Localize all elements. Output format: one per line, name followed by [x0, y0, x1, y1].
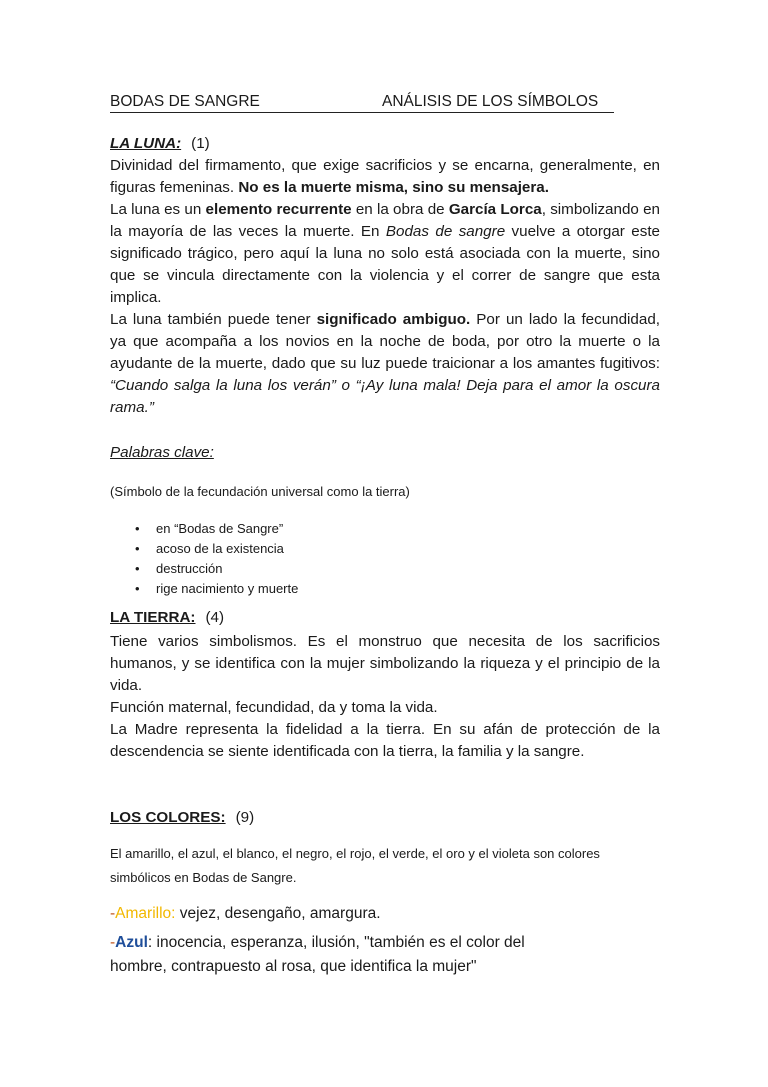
color-entry-azul — [110, 931, 660, 979]
tierra-paragraph-2: Función maternal, fecundidad, da y toma la vida. — [110, 699, 438, 716]
list-item-text: en “Bodas de Sangre” — [156, 521, 284, 536]
tierra-number: (4) — [205, 609, 225, 626]
list-item-text: rige nacimiento y muerte — [156, 581, 299, 596]
bullet-icon: • — [135, 561, 140, 576]
bullet-icon: • — [135, 521, 140, 536]
azul-text: : inocencia, esperanza, ilusión, "también es el color del — [147, 934, 525, 951]
azul-label: Azul — [115, 934, 148, 951]
color-entry-amarillo — [110, 903, 660, 925]
luna-p3-b: significado ambiguo. — [316, 311, 471, 328]
luna-p2-e: , simbolizando en la mayoría de las veces la muerte. En — [110, 201, 660, 240]
colores-intro — [110, 842, 660, 890]
colores-intro-line-2: simbólicos en Bodas de Sangre. — [110, 870, 297, 885]
luna-paragraph-1 — [110, 155, 660, 199]
luna-p1-text: Divinidad del firmamento, que exige sacrificios y se encarna, generalmente, en figuras femeninas. — [110, 157, 660, 196]
list-item — [110, 559, 298, 579]
tierra-paragraph-3: La Madre representa la fidelidad a la tierra. En su afán de protección de la descendencia se siente identificada con la tierra, la familia y la sangre. — [110, 721, 660, 760]
luna-paragraph-2 — [110, 199, 660, 309]
colores-intro-line-1: El amarillo, el azul, el blanco, el negro, el rojo, el verde, el oro y el violeta son colores — [110, 846, 600, 861]
bullet-icon: • — [135, 581, 140, 596]
luna-number: (1) — [191, 135, 210, 152]
luna-p3-a: La luna también puede tener — [110, 311, 317, 328]
keywords-list — [110, 519, 298, 599]
colores-heading: LOS COLORES: — [110, 809, 226, 826]
keywords-note: (Símbolo de la fecundación universal como la tierra) — [110, 484, 410, 499]
tierra-heading-line — [110, 607, 660, 629]
tierra-heading: LA TIERRA: — [110, 609, 196, 626]
keywords-label-line — [110, 442, 660, 464]
luna-p2-c: en la obra de — [351, 201, 449, 218]
list-item-text: acoso de la existencia — [156, 541, 284, 556]
dash-marker: - — [110, 905, 116, 922]
luna-p2-d: García Lorca — [448, 201, 542, 218]
dash-marker: - — [110, 934, 116, 951]
colores-number: (9) — [235, 809, 255, 826]
luna-p1-bold: No es la muerte misma, sino su mensajera. — [238, 179, 549, 196]
list-item — [110, 579, 298, 599]
title-left: BODAS DE SANGRE — [110, 93, 260, 110]
list-item-text: destrucción — [156, 561, 223, 576]
amarillo-label: Amarillo: — [115, 905, 176, 922]
luna-p2-b: elemento recurrente — [205, 201, 352, 218]
keywords-label: Palabras clave: — [110, 444, 214, 461]
luna-p3-c: Por un lado la fecundidad, ya que acompaña a los novios en la noche de boda, por otro la muerte o la ayudante de la muerte, dado que su luz puede traicionar a los amantes fugitivos: — [110, 311, 660, 372]
bullet-icon: • — [135, 541, 140, 556]
luna-p2-a: La luna es un — [110, 201, 206, 218]
luna-p2-f: Bodas de sangre — [385, 223, 506, 240]
luna-p3-d: “Cuando salga la luna los verán” o “¡Ay luna mala! Deja para el amor la oscura rama.” — [110, 377, 660, 416]
colores-heading-line — [110, 807, 660, 829]
list-item — [110, 539, 298, 559]
azul-text-line-2: hombre, contrapuesto al rosa, que identifica la mujer" — [110, 958, 477, 975]
list-item — [110, 519, 298, 539]
luna-paragraph-3 — [110, 309, 660, 419]
luna-heading: LA LUNA: — [110, 135, 182, 152]
tierra-paragraph-1: Tiene varios simbolismos. Es el monstruo que necesita de los sacrificios humanos, y se identifica con la mujer simbolizando la riqueza y el principio de la vida. — [110, 633, 660, 694]
title-right: ANÁLISIS DE LOS SÍMBOLOS — [382, 93, 599, 110]
amarillo-text: vejez, desengaño, amargura. — [175, 905, 381, 922]
luna-p2-g: vuelve a otorgar este significado trágico, pero aquí la luna no solo está asociada con la muerte, sino que se vincula directamente con la violencia y el correr de sangre que esta implica. — [110, 223, 660, 306]
luna-heading-line — [110, 133, 660, 155]
document-title — [110, 93, 614, 113]
